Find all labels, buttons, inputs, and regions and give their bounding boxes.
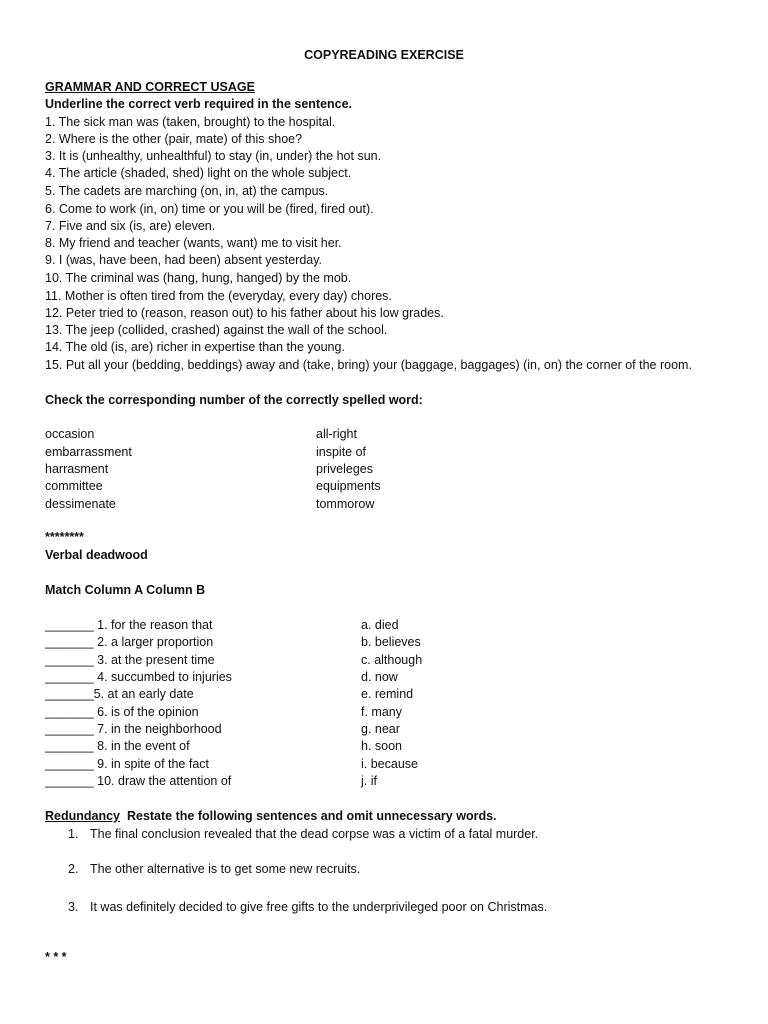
grammar-item: 3. It is (unhealthy, unhealthful) to stay (in, under) the hot sun. bbox=[45, 149, 382, 163]
spelling-word: dessimenate bbox=[45, 497, 116, 511]
match-heading: Match Column A Column B bbox=[45, 583, 206, 597]
redundancy-item-text: It was definitely decided to give free gifts to the underprivileged poor on Christmas. bbox=[90, 900, 548, 914]
match-column-a-item: _______ 9. in spite of the fact bbox=[45, 757, 210, 771]
grammar-item: 7. Five and six (is, are) eleven. bbox=[45, 219, 216, 233]
redundancy-item-text: The other alternative is to get some new recruits. bbox=[90, 862, 361, 876]
section-separator: ******** bbox=[45, 530, 84, 544]
spelling-word: embarrassment bbox=[45, 445, 132, 459]
grammar-item: 5. The cadets are marching (on, in, at) the campus. bbox=[45, 184, 329, 198]
grammar-item: 15. Put all your (bedding, beddings) away and (take, bring) your (baggage, baggages) (in, on) the corner of the room. bbox=[45, 358, 692, 372]
match-column-b-item: f. many bbox=[361, 705, 402, 719]
redundancy-item-number: 3. bbox=[68, 900, 79, 914]
grammar-item: 11. Mother is often tired from the (everyday, every day) chores. bbox=[45, 289, 392, 303]
grammar-item: 14. The old (is, are) richer in expertise than the young. bbox=[45, 340, 345, 354]
spelling-word: priveleges bbox=[316, 462, 373, 476]
match-column-a-item: _______5. at an early date bbox=[45, 687, 194, 701]
grammar-item: 12. Peter tried to (reason, reason out) to his father about his low grades. bbox=[45, 306, 444, 320]
spelling-word: tommorow bbox=[316, 497, 375, 511]
match-column-a-item: _______ 2. a larger proportion bbox=[45, 635, 214, 649]
match-column-a-item: _______ 10. draw the attention of bbox=[45, 774, 232, 788]
spelling-word: occasion bbox=[45, 427, 95, 441]
grammar-instruction: Underline the correct verb required in the sentence. bbox=[45, 97, 353, 111]
match-column-a-item: _______ 6. is of the opinion bbox=[45, 705, 199, 719]
redundancy-instruction: Restate the following sentences and omit unnecessary words. bbox=[126, 809, 497, 823]
match-column-b-item: b. believes bbox=[361, 635, 421, 649]
match-column-b-item: d. now bbox=[361, 670, 398, 684]
spelling-word: committee bbox=[45, 479, 103, 493]
match-column-a-item: _______ 8. in the event of bbox=[45, 739, 190, 753]
grammar-item: 4. The article (shaded, shed) light on the whole subject. bbox=[45, 166, 352, 180]
grammar-item: 13. The jeep (collided, crashed) against the wall of the school. bbox=[45, 323, 388, 337]
redundancy-item-number: 1. bbox=[68, 827, 79, 841]
grammar-heading: GRAMMAR AND CORRECT USAGE bbox=[45, 80, 255, 94]
match-column-a-item: _______ 3. at the present time bbox=[45, 653, 215, 667]
match-column-b-item: i. because bbox=[361, 757, 418, 771]
spelling-word: harrasment bbox=[45, 462, 109, 476]
match-column-a-item: _______ 1. for the reason that bbox=[45, 618, 213, 632]
match-column-a-item: _______ 7. in the neighborhood bbox=[45, 722, 222, 736]
grammar-item: 6. Come to work (in, on) time or you will be (fired, fired out). bbox=[45, 202, 374, 216]
document-title: COPYREADING EXERCISE bbox=[304, 48, 464, 62]
redundancy-item-number: 2. bbox=[68, 862, 79, 876]
spelling-instruction: Check the corresponding number of the correctly spelled word: bbox=[45, 393, 423, 407]
match-column-a-item: _______ 4. succumbed to injuries bbox=[45, 670, 232, 684]
deadwood-heading: Verbal deadwood bbox=[45, 548, 148, 562]
spelling-word: all-right bbox=[316, 427, 357, 441]
grammar-item: 8. My friend and teacher (wants, want) me to visit her. bbox=[45, 236, 342, 250]
match-column-b-item: j. if bbox=[361, 774, 377, 788]
match-column-b-item: g. near bbox=[361, 722, 400, 736]
redundancy-label: Redundancy bbox=[45, 809, 121, 823]
grammar-item: 2. Where is the other (pair, mate) of this shoe? bbox=[45, 132, 303, 146]
redundancy-item-text: The final conclusion revealed that the dead corpse was a victim of a fatal murder. bbox=[90, 827, 539, 841]
match-column-b-item: c. although bbox=[361, 653, 423, 667]
match-column-b-item: e. remind bbox=[361, 687, 414, 701]
match-column-b-item: h. soon bbox=[361, 739, 403, 753]
grammar-item: 1. The sick man was (taken, brought) to the hospital. bbox=[45, 115, 336, 129]
spelling-word: equipments bbox=[316, 479, 381, 493]
end-separator: * * * bbox=[45, 950, 67, 964]
spelling-word: inspite of bbox=[316, 445, 367, 459]
redundancy-heading bbox=[45, 808, 497, 825]
grammar-item: 9. I (was, have been, had been) absent yesterday. bbox=[45, 253, 323, 267]
grammar-item: 10. The criminal was (hang, hung, hanged) by the mob. bbox=[45, 271, 352, 285]
match-column-b-item: a. died bbox=[361, 618, 399, 632]
